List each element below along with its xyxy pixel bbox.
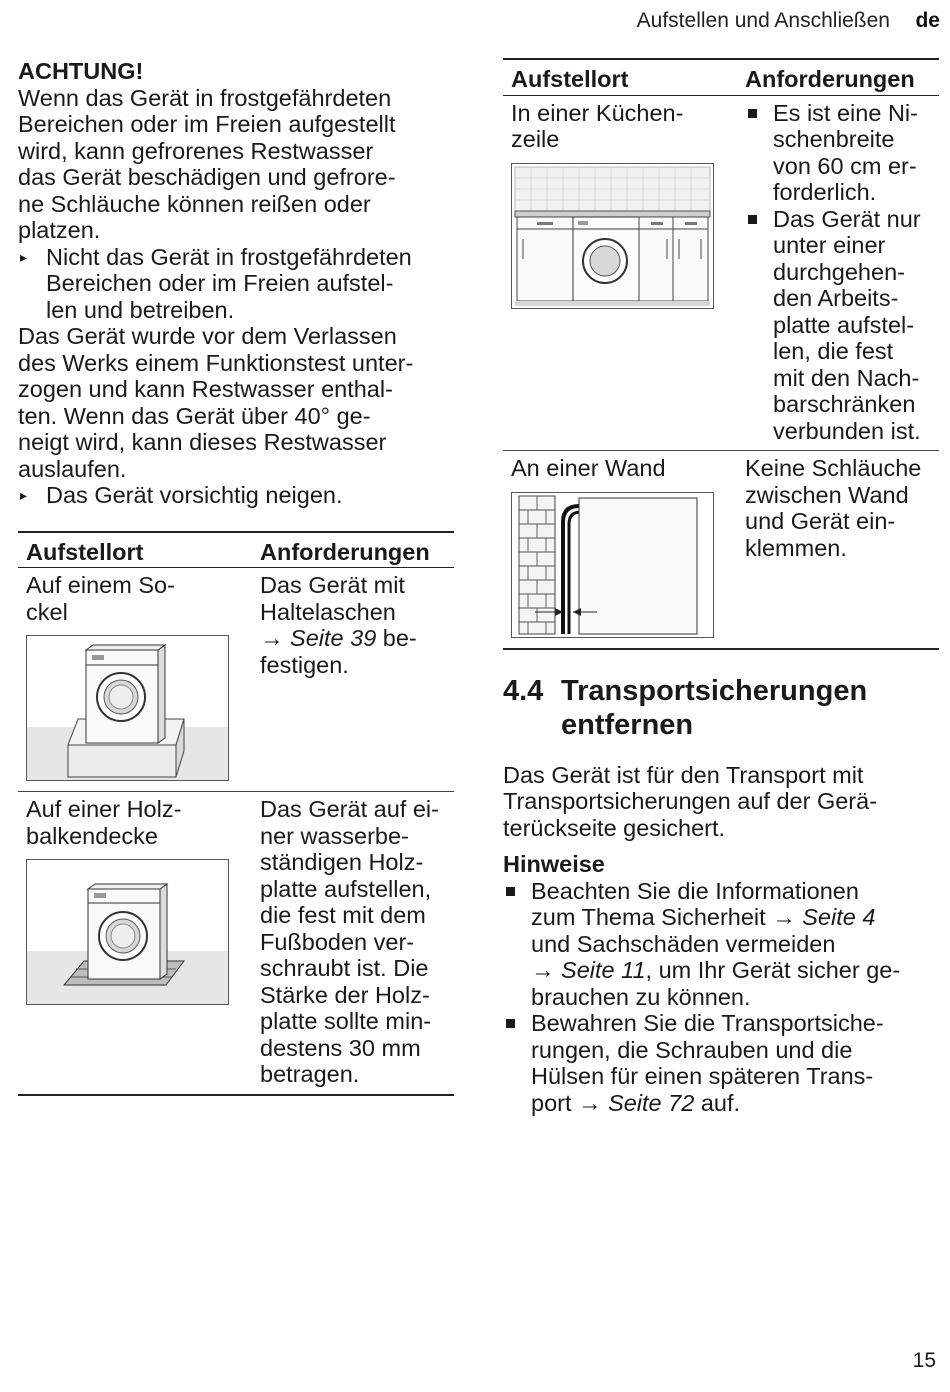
text-line: Nicht das Gerät in frostgefährdeten	[46, 243, 412, 270]
list-item	[745, 100, 931, 206]
text-line: len und betreiben.	[46, 296, 235, 323]
text-line: Das Gerät auf ei-	[260, 796, 439, 822]
text-line: zogen und kann Restwasser enthal-	[18, 376, 393, 402]
text-line: neigt wird, kann dieses Restwasser	[18, 429, 387, 455]
text-line: verbunden ist.	[773, 417, 921, 444]
reference-arrow-icon: →	[531, 957, 555, 983]
table-row	[18, 792, 454, 1095]
text-line: zeile	[511, 126, 560, 152]
text-fragment: , um Ihr Gerät sicher ge-	[645, 957, 901, 983]
washer-in-kitchen-illustration	[511, 163, 714, 309]
text-line: Haltelaschen	[260, 598, 396, 625]
requirement-cell	[252, 568, 454, 792]
place-cell	[503, 95, 737, 451]
list-item	[503, 878, 939, 1011]
requirement-cell	[252, 792, 454, 1095]
text-fragment: auf.	[694, 1089, 741, 1116]
warning-text	[18, 85, 454, 244]
page-reference-line	[260, 625, 446, 652]
text-line: Wenn das Gerät in frostgefährdeten	[18, 84, 392, 111]
page-reference-link[interactable]: Seite 39	[290, 625, 377, 651]
text-line: Fußboden ver-	[260, 928, 415, 955]
text-line: des Werks einem Funktionstest unter-	[18, 349, 414, 376]
warning-title: ACHTUNG!	[18, 58, 144, 84]
column-header: Anforderungen	[745, 66, 915, 92]
text-line: platte aufstel-	[773, 311, 915, 338]
requirement-list	[745, 100, 931, 445]
text-line: barschränken	[773, 391, 916, 417]
list-item	[503, 1010, 939, 1116]
heading-line: Transportsicherungen	[561, 674, 868, 707]
text-line: Bewahren Sie die Transportsiche-	[531, 1010, 884, 1036]
reference-arrow-icon: →	[260, 625, 284, 651]
page-reference-link[interactable]: Seite 11	[561, 957, 646, 983]
text-fragment: be-	[376, 625, 417, 651]
text-line: Auf einer Holz-	[26, 796, 182, 822]
column-header: Anforderungen	[260, 538, 430, 565]
text-fragment: port	[531, 1089, 579, 1116]
text-line: terückseite gesichert.	[503, 814, 726, 841]
text-line: Bereichen oder im Freien aufgestellt	[18, 111, 396, 137]
text-line: Das Gerät wurde vor dem Verlassen	[18, 323, 397, 349]
washer-on-wood-plate-illustration	[26, 859, 229, 1005]
text-line: das Gerät beschädigen und gefrore-	[18, 164, 396, 190]
text-line: Beachten Sie die Informationen	[531, 877, 859, 904]
column-header: Aufstellort	[511, 66, 629, 92]
step-arrow-icon: ▸	[20, 248, 28, 265]
text-line	[531, 957, 939, 984]
bullet-square-icon	[748, 215, 757, 224]
text-line: platte aufstellen,	[260, 875, 432, 902]
text-line: destens 30 mm	[260, 1034, 421, 1061]
text-line: klemmen.	[745, 534, 847, 561]
section-number: 4.4	[503, 674, 544, 707]
requirement-cell	[737, 95, 939, 451]
page-reference-link[interactable]: Seite 72	[608, 1089, 695, 1116]
text-line: durchgehen-	[773, 258, 905, 285]
bullet-square-icon	[748, 109, 757, 118]
text-line: die fest mit dem	[260, 902, 426, 928]
column-header: Aufstellort	[26, 538, 144, 565]
bullet-square-icon	[506, 1019, 515, 1028]
text-line: len, die fest	[773, 338, 894, 364]
left-column	[18, 58, 454, 1096]
text-line: ständigen Holz-	[260, 849, 424, 875]
text-line: ten. Wenn das Gerät über 40° ge-	[18, 402, 371, 429]
text-line: Das Gerät nur	[773, 205, 921, 232]
page-number: 15	[912, 1348, 936, 1372]
running-header: Aufstellen und Anschließen	[636, 9, 890, 32]
instruction-step	[18, 244, 454, 324]
text-line: Auf einem So-	[26, 572, 175, 598]
text-line: wird, kann gefrorenes Restwasser	[18, 137, 374, 164]
place-cell	[18, 568, 252, 792]
text-line: Das Gerät ist für den Transport mit	[503, 761, 864, 788]
text-line: ner wasserbe-	[260, 822, 409, 849]
installation-table-right	[503, 58, 939, 650]
language-code: de	[915, 9, 940, 32]
text-line: schraubt ist. Die	[260, 955, 429, 981]
text-line: Bereichen oder im Freien aufstel-	[46, 270, 394, 296]
text-line: und Sachschäden vermeiden	[531, 930, 836, 957]
text-line: ne Schläuche können reißen oder	[18, 190, 371, 217]
text-line: von 60 cm er-	[773, 152, 917, 179]
notes-heading: Hinweise	[503, 851, 605, 877]
warning-text-2	[18, 323, 454, 482]
text-line: Transportsicherungen auf der Gerä-	[503, 788, 878, 814]
text-line: ckel	[26, 598, 68, 625]
text-line: Es ist eine Ni-	[773, 99, 918, 126]
text-line: Das Gerät mit	[260, 572, 405, 598]
right-column	[503, 58, 939, 1116]
bullet-square-icon	[506, 887, 515, 896]
text-line: platzen.	[18, 217, 101, 243]
text-line: brauchen zu können.	[531, 983, 751, 1010]
text-line: schenbreite	[773, 126, 895, 152]
reference-arrow-icon: →	[578, 1089, 602, 1116]
text-line: unter einer	[773, 232, 886, 258]
text-line	[531, 904, 939, 931]
text-line: betragen.	[260, 1061, 360, 1087]
text-line: mit den Nach-	[773, 364, 920, 391]
text-line: rungen, die Schrauben und die	[531, 1036, 853, 1063]
text-line: auslaufen.	[18, 455, 127, 482]
text-line: Keine Schläuche	[745, 455, 922, 481]
notes-list	[503, 878, 939, 1117]
text-line: Das Gerät vorsichtig neigen.	[46, 482, 343, 508]
heading-line: entfernen	[561, 708, 694, 741]
place-cell	[18, 792, 252, 1095]
instruction-step	[18, 482, 454, 509]
section-intro	[503, 762, 939, 842]
list-item	[745, 206, 931, 445]
text-line	[531, 1090, 939, 1117]
text-line: zwischen Wand	[745, 481, 909, 508]
text-line: platte sollte min-	[260, 1008, 432, 1034]
text-fragment: zum Thema Sicherheit	[531, 904, 773, 930]
text-line: balkendecke	[26, 822, 158, 849]
step-arrow-icon: ▸	[20, 487, 28, 503]
washer-against-wall-illustration	[511, 492, 714, 638]
text-line: Hülsen für einen späteren Trans-	[531, 1063, 874, 1089]
requirement-cell	[737, 451, 939, 649]
table-row	[503, 451, 939, 649]
text-line: und Gerät ein-	[745, 508, 896, 534]
washer-on-pedestal-illustration	[26, 635, 229, 781]
page-reference-link[interactable]: Seite 4	[802, 904, 876, 930]
section-heading	[503, 674, 939, 742]
table-row	[18, 568, 454, 792]
reference-arrow-icon: →	[772, 904, 796, 930]
place-cell	[503, 451, 737, 649]
installation-table-left	[18, 531, 454, 1096]
text-line: Stärke der Holz-	[260, 981, 430, 1008]
table-row	[503, 95, 939, 451]
text-line: In einer Küchen-	[511, 99, 684, 126]
text-line: den Arbeits-	[773, 285, 899, 311]
text-line: forderlich.	[773, 179, 877, 205]
text-line: An einer Wand	[511, 455, 666, 481]
text-line: festigen.	[260, 651, 349, 678]
